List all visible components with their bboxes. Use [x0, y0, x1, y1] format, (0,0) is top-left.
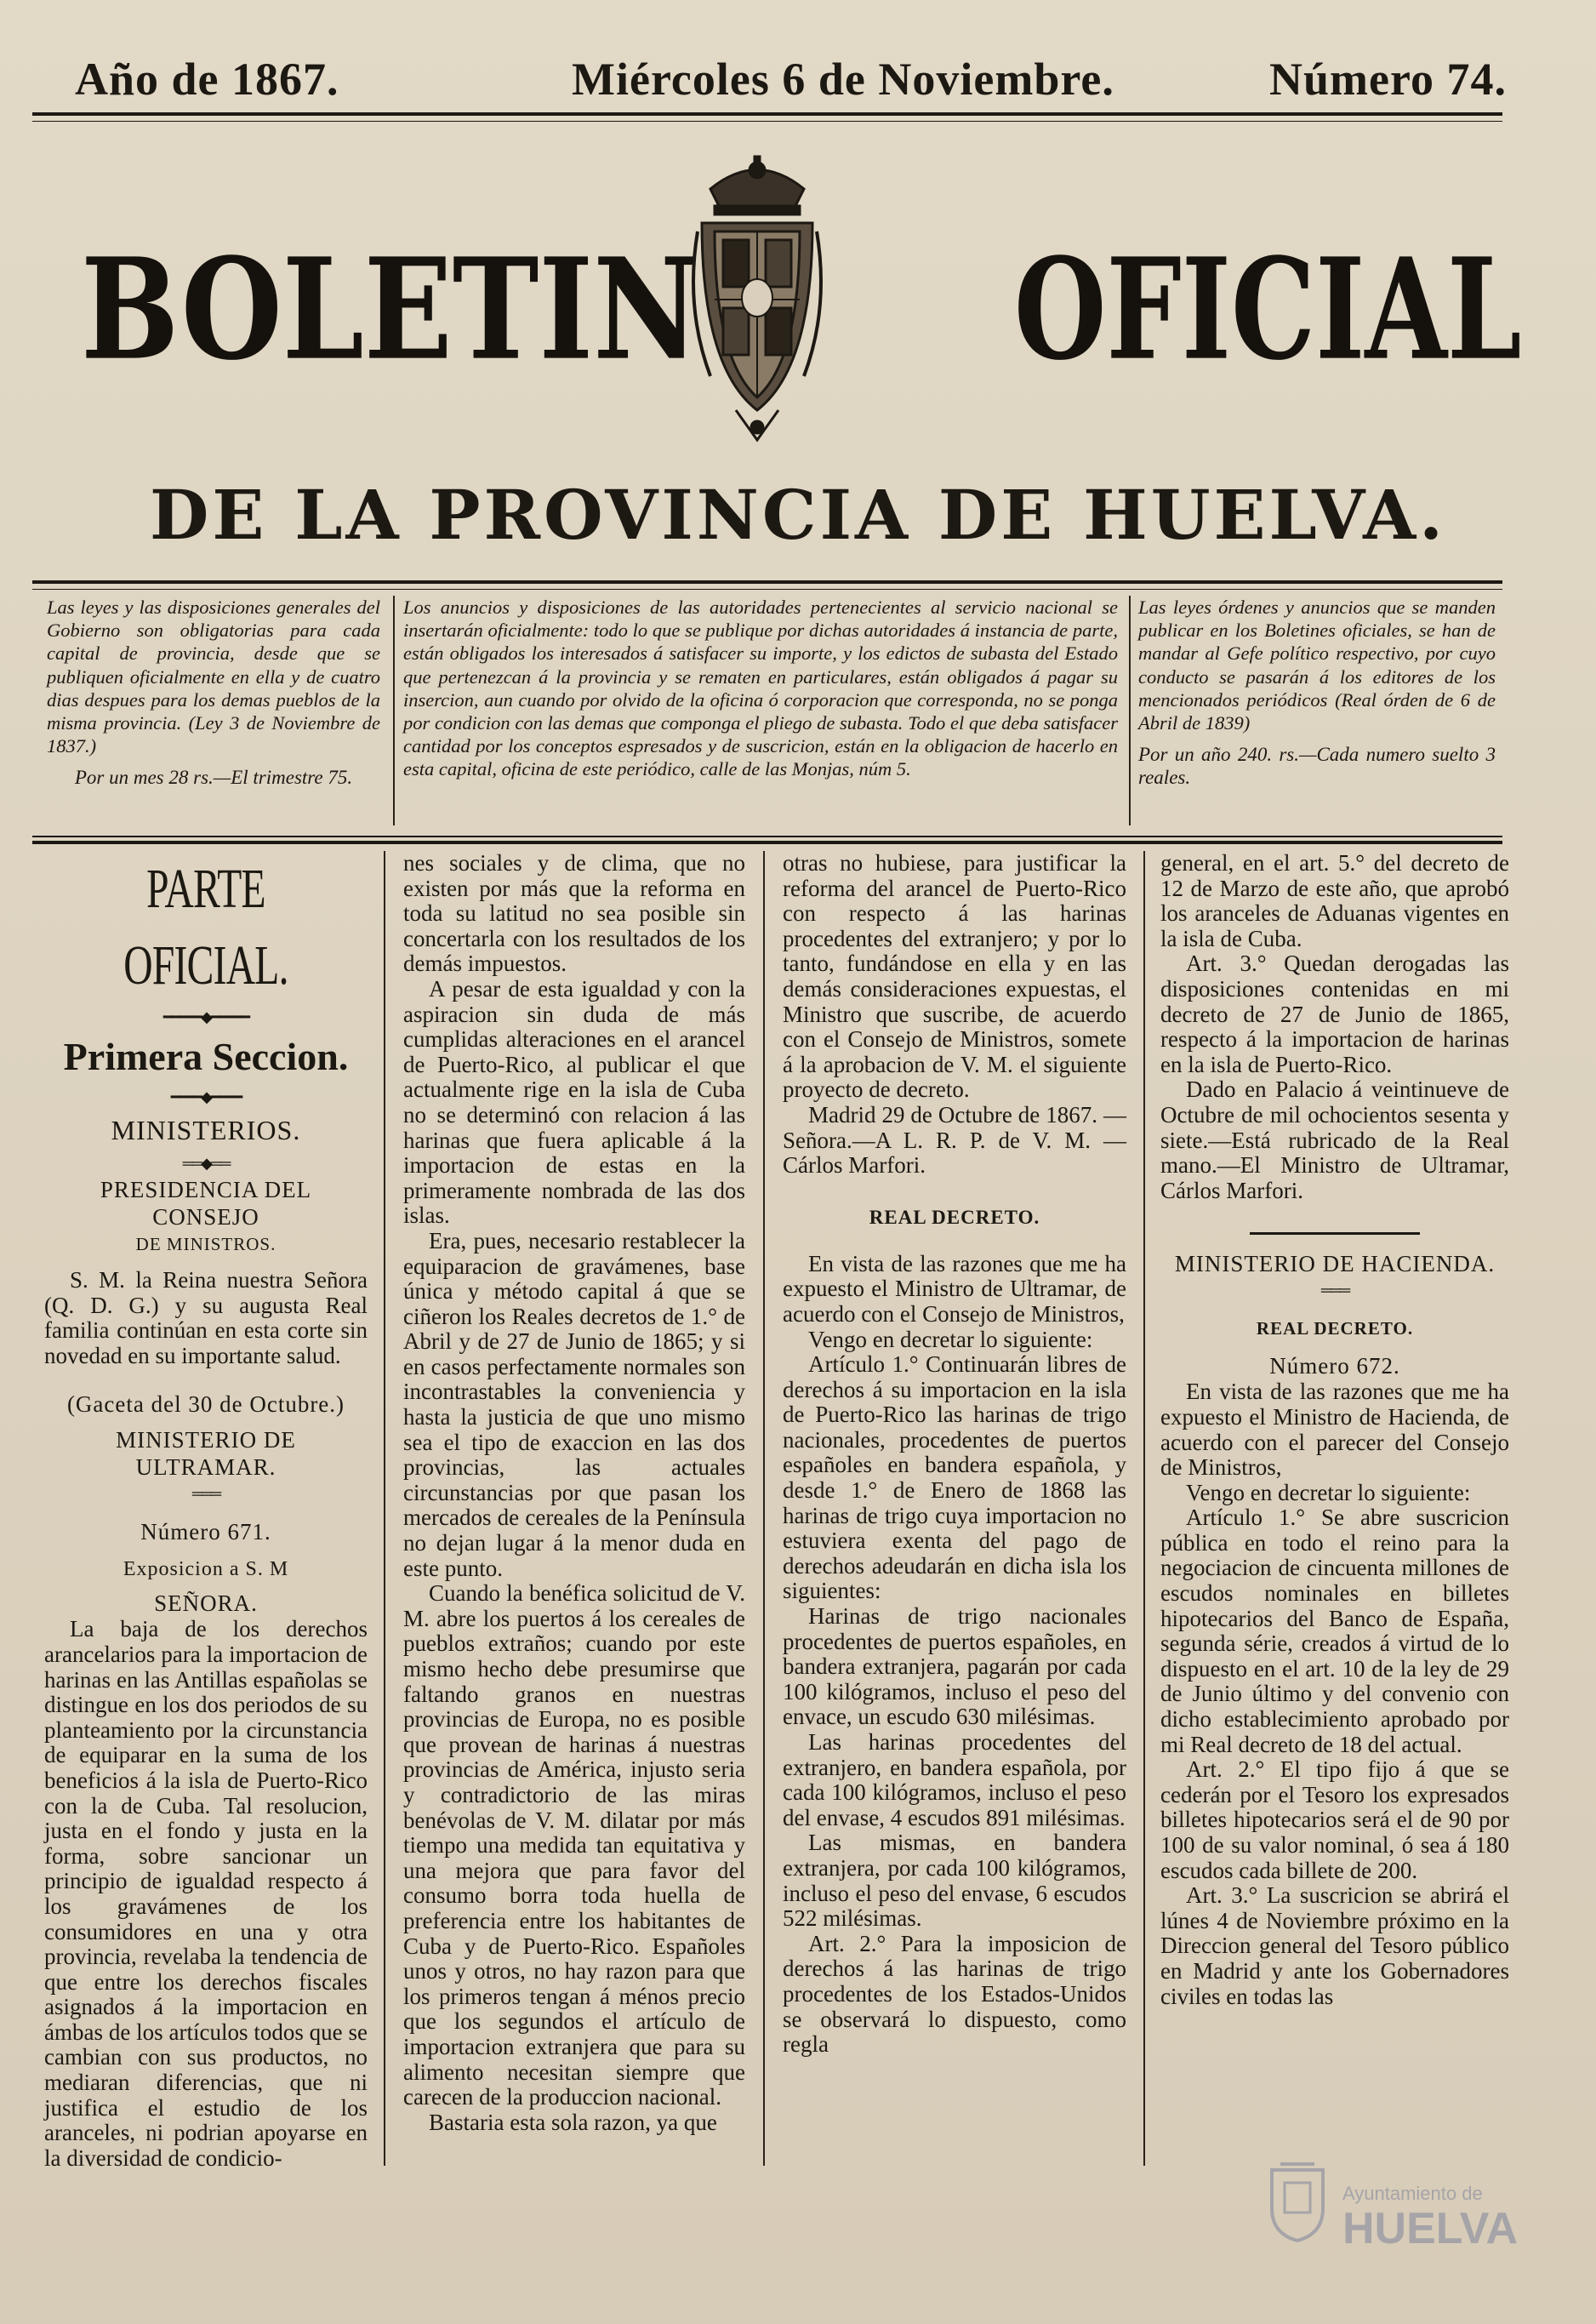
- parte-oficial-heading: PARTE OFICIAL.: [123, 858, 288, 996]
- issue-number: Número 74.: [1269, 54, 1507, 105]
- paragraph: Era, pues, necesario restablecer la equiparacion de gravámenes, base única y método capital á que se ciñeron los Reales decretos de 1.° de Abril y de 27 de Junio de 1865; y si en casos perfectamente normales son incontrastables la conveniencia y hasta la justicia de que uno mismo sea el tipo de exaccion en las dos provincias, las actuales circunstancias por que pasan los mercados de cereales de la Península no dejan lugar á la menor duda en este punto.: [403, 1227, 745, 1581]
- header-rule: [32, 112, 1502, 116]
- watermark-line1: Ayuntamiento de: [1342, 2183, 1483, 2204]
- masthead-subtitle: DE LA PROVINCIA DE HUELVA.: [150, 475, 1446, 555]
- paragraph: La baja de los derechos arancelarios para la importacion de harinas en las Antillas españolas se distingue en los dos periodos de su planteamiento por la circunstancia de equiparar en la suma de los beneficios á la isla de Puerto-Rico con la de Cuba. Tal resolucion, justa en el fondo y justa en la forma, sobre sancionar un principio de igualdad respecto á los gravámenes de los consumidores en una y otra provincia, revelaba la tendencia de que entre los derechos fiscales asignados á la importacion en ámbas de los artículos todos que se cambian con sus productos, no mediaran diferencias, que ni justifica el estudio de los aranceles, ni podrian apoyarse en la diversidad de condicio-: [44, 1616, 368, 2171]
- notices-rule-thick: [32, 841, 1502, 844]
- real-decreto-heading: REAL DECRETO.: [1256, 1318, 1414, 1339]
- real-decreto-heading: REAL DECRETO.: [869, 1206, 1040, 1228]
- notices-rule: [32, 836, 1502, 837]
- ornament-rule: ══◆══: [182, 1155, 230, 1172]
- section-rule: [1250, 1232, 1420, 1235]
- presidencia-heading: PRESIDENCIA DEL CONSEJO: [100, 1177, 312, 1230]
- paragraph: Las harinas procedentes del extranjero, en bandera española, por cada 100 kilógramos, incluso el peso del envase, 4 escudos 891 milésimas.: [783, 1729, 1126, 1830]
- masthead-title-left: BOLETIN: [81, 228, 700, 391]
- ornament-rule: ═══: [191, 1485, 220, 1503]
- exposicion-heading: Exposicion a S. M: [123, 1558, 289, 1581]
- notice-right-text: Las leyes órdenes y anuncios que se manden publicar en los Boletines oficiales, se han de mandar al Gefe político respectivo, por cuyo conducto se pasarán á los editores de los mencionados periódicos (Real órden de 6 de Abril de 1839): [1138, 597, 1496, 734]
- column-divider-3: [1143, 851, 1145, 2166]
- paragraph: nes sociales y de clima, que no existen por más que la reforma en toda su latitud no sea posible sin concertarla con los resultados de los demás impuestos.: [403, 850, 745, 977]
- column-1: [44, 851, 368, 2171]
- ministerios-heading: MINISTERIOS.: [111, 1115, 301, 1145]
- notice-divider-1: [393, 596, 395, 825]
- masthead-rule-thin: [32, 589, 1502, 590]
- numero-671: Número 671.: [140, 1519, 271, 1545]
- ultramar-heading: MINISTERIO DE ULTRAMAR.: [116, 1427, 296, 1481]
- column-4: [1160, 851, 1509, 2009]
- paragraph: Vengo en decretar lo siguiente:: [1186, 1479, 1471, 1505]
- presidencia-subheading: DE MINISTROS.: [135, 1234, 276, 1254]
- paragraph: A pesar de esta igualdad y con la aspiracion sin duda de más cumplidas alteraciones en el arancel de Puerto-Rico, al publicar el que actualmente rige en la isla de Cuba no se determinó con relacion á las harinas que fuera aplicable á la importacion de estas en la primeramente nombrada de las dos islas.: [403, 975, 745, 1229]
- paragraph: Madrid 29 de Octubre de 1867. —Señora.—A L. R. P. de V. M. —Cárlos Marfori.: [783, 1101, 1126, 1179]
- notice-divider-2: [1129, 596, 1131, 825]
- paragraph: Artículo 1.° Se abre suscricion pública en todo el reino para la negociacion de cincuenta millones de escudos nominales en billetes hipotecarios del Banco de España, segunda série, creados á virtud de lo dispuesto en el art. 10 de la ley de 29 de Junio último y del convenio con dicho establecimiento aprobado por mi Real decreto de 18 del actual.: [1160, 1505, 1509, 1757]
- notice-right: [1138, 596, 1496, 798]
- notice-right-price: Por un año 240. rs.—Cada numero suelto 3 reales.: [1138, 744, 1496, 789]
- paragraph: Cuando la benéfica solicitud de V. M. abre los puertos á los cereales de pueblos extraños; cuando por este mismo hecho debe presumirse que faltando granos en nuestras provincias de Europa, no es posible que provean de harinas á nuestras provincias de América, injusto seria y contradictorio de las miras benévolas de V. M. dilatar por más tiempo una medida tan equitativa y una mejora que para favor del consumo borra toda huella de preferencia entre los habitantes de Cuba y de Puerto-Rico. Españoles unos y otros, no hay razon para que los primeros tengan á ménos precio que los segundos el artículo de importacion extranjera que para su alimento necesitan siempre que carecen de la produccion nacional.: [403, 1580, 745, 2110]
- paragraph: Art. 2.° Para la imposicion de derechos á las harinas de trigo procedentes de los Estados-Unidos se observará lo dispuesto, como regla: [783, 1930, 1126, 2058]
- paragraph: En vista de las razones que me ha expuesto el Ministro de Ultramar, de acuerdo con el Consejo de Ministros,: [783, 1250, 1126, 1327]
- paragraph: Harinas de trigo nacionales procedentes de puertos españoles, en bandera extranjera, pagarán por cada 100 kilógramos, incluso el peso del envace, un escudo 630 milésimas.: [783, 1603, 1126, 1730]
- huelva-city-seal-icon: [1268, 2157, 1327, 2242]
- paragraph: otras no hubiese, para justificar la reforma del arancel de Puerto-Rico con respecto á las harinas procedentes del extranjero; y por lo tanto, fundándose en ella y en las demás consideraciones expuestas, el Ministro que suscribe, de acuerdo con el Consejo de Ministros, somete á la aprobacion de V. M. el siguiente proyecto de decreto.: [783, 850, 1126, 1103]
- paragraph: Vengo en decretar lo siguiente:: [808, 1326, 1093, 1352]
- column-3: [783, 851, 1126, 2058]
- notice-left-price: Por un mes 28 rs.—El trimestre 75.: [74, 767, 353, 789]
- paragraph: En vista de las razones que me ha expuesto el Ministro de Hacienda, de acuerdo con el parecer del Consejo de Ministros,: [1160, 1379, 1509, 1481]
- senora-heading: SEÑORA.: [154, 1590, 258, 1617]
- issue-date: Miércoles 6 de Noviembre.: [572, 54, 1114, 105]
- issue-year: Año de 1867.: [75, 54, 339, 105]
- notice-center-text: Los anuncios y disposiciones de las autoridades pertenecientes al servicio nacional se insertarán oficialmente: todo lo que se publique por dichas autoridades á instancia de parte, están obligados los interesados á satisfacer su importe, y los edictos de subasta del Estado que pertenezcan á la provincia y se rematen en particulares, están obligados á pagar su insercion, aun cuando por olvido de la oficina ó corporacion que corresponda, no se ponga por condicion con las demas que componga el pliego de subasta. Todo el que deba satisfacer cantidad por los conceptos espresados y de suscricion, están en la obligacion de hacerlo en esta capital, oficina de este periódico, calle de las Monjas, núm 5.: [403, 597, 1118, 780]
- notice-center: [403, 596, 1118, 790]
- paragraph: general, en el art. 5.° del decreto de 12 de Marzo de este año, que aprobó los aranceles de Aduanas vigentes en la isla de Cuba.: [1160, 850, 1509, 951]
- ornament-rule: ═══: [1320, 1282, 1349, 1299]
- ornament-rule: ━━━━◆━━━━: [170, 1088, 242, 1105]
- paragraph: Art. 2.° El tipo fijo á que se cederán por el Tesoro los expresados billetes hipotecarios será el de 90 por 100 de su valor nominal, ó sea á 180 escudos cada billete de 200.: [1160, 1756, 1509, 1883]
- header-rule-thin: [32, 121, 1502, 122]
- watermark-line2: HUELVA: [1342, 2204, 1519, 2253]
- notice-left-text: Las leyes y las disposiciones generales del Gobierno son obligatorias para cada capital de provincia, desde que se publiquen oficialmente en ella y de cuatro dias despues para los demas pueblos de la misma provincia. (Ley 3 de Noviembre de 1837.): [47, 597, 380, 757]
- royal-coat-of-arms-icon: [676, 155, 838, 444]
- column-divider-1: [384, 851, 385, 2166]
- primera-seccion-heading: Primera Seccion.: [63, 1035, 349, 1078]
- paragraph: Bastaria esta sola razon, ya que: [429, 2109, 717, 2135]
- paragraph: Las mismas, en bandera extranjera, por cada 100 kilógramos, incluso el peso del envase, 6 escudos 522 milésimas.: [783, 1830, 1126, 1932]
- notice-left: [47, 596, 380, 798]
- paragraph: Dado en Palacio á veintinueve de Octubre de mil ochocientos sesenta y siete.—Está rubricado de la Real mano.—El Ministro de Ultramar, Cárlos Marfori.: [1160, 1076, 1509, 1203]
- paragraph: Artículo 1.° Continuarán libres de derechos á su importacion en la isla de Puerto-Rico las harinas de trigo nacionales, procedentes de puertos españoles en bandera española, y desde 1.° de Enero de 1868 las harinas de trigo cuya importacion no estuviera exenta del pago de derechos adeudarán en dicha isla los siguientes:: [783, 1351, 1126, 1604]
- paragraph: S. M. la Reina nuestra Señora (Q. D. G.) y su augusta Real familia continúan en esta corte sin novedad en su importante salud.: [44, 1267, 368, 1368]
- huelva-watermark: [1268, 2149, 1540, 2310]
- paragraph: Art. 3.° Quedan derogadas las disposiciones contenidas en mi decreto de 27 de Junio de 1865, respecto á la importacion de harinas en la isla de Puerto-Rico.: [1160, 951, 1509, 1077]
- numero-672: Número 672.: [1269, 1353, 1400, 1379]
- masthead-rule: [32, 580, 1502, 584]
- paragraph: Art. 3.° La suscricion se abrirá el lúnes 4 de Noviembre próximo en la Direccion general del Tesoro público en Madrid y ante los Gobernadores civiles en todas las: [1160, 1882, 1509, 2009]
- gaceta-citation: (Gaceta del 30 de Octubre.): [66, 1391, 345, 1418]
- column-divider-2: [763, 851, 765, 2166]
- ornament-rule: ━━━━━◆━━━━━: [162, 1008, 249, 1025]
- hacienda-heading: MINISTERIO DE HACIENDA.: [1174, 1251, 1496, 1277]
- masthead-title-right: OFICIAL: [1014, 228, 1522, 391]
- column-2: [403, 851, 745, 2135]
